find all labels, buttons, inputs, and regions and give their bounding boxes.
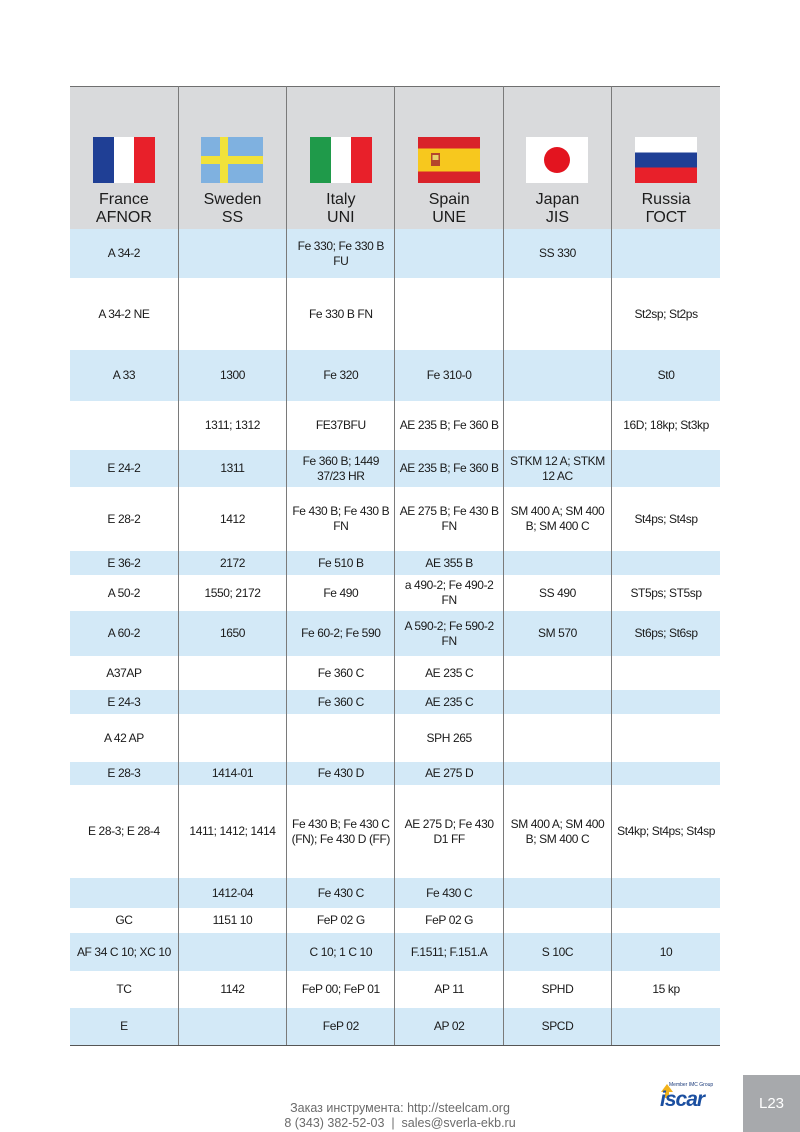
table-cell: 10 [612, 933, 720, 971]
table-cell: AP 02 [395, 1008, 503, 1045]
column-standard: AFNOR [95, 209, 152, 226]
column-country: Japan [535, 191, 580, 208]
table-cell: FeP 02 G [287, 908, 395, 933]
table-cell: SM 400 A; SM 400 B; SM 400 C [503, 487, 611, 551]
table-cell [503, 551, 611, 575]
table-cell [395, 229, 503, 278]
table-cell: S 10C [503, 933, 611, 971]
table-cell: 15 kp [612, 971, 720, 1008]
table-cell: SS 330 [503, 229, 611, 278]
flag-japan-icon [526, 137, 588, 183]
table-cell: AE 275 D; Fe 430 D1 FF [395, 785, 503, 878]
table-cell: Fe 430 B; Fe 430 C (FN); Fe 430 D (FF) [287, 785, 395, 878]
contact-footer [200, 1101, 600, 1131]
table-row [70, 878, 720, 908]
table-cell: A 42 AP [70, 714, 178, 762]
table-row [70, 785, 720, 878]
flag-italy-icon [310, 137, 372, 183]
column-standard: UNE [432, 209, 467, 226]
table-cell: AP 11 [395, 971, 503, 1008]
table-cell: E 28-3; E 28-4 [70, 785, 178, 878]
table-cell: A 34-2 [70, 229, 178, 278]
column-header-spain [395, 87, 503, 230]
table-row [70, 450, 720, 487]
table-cell: Fe 430 D [287, 762, 395, 785]
table-cell: St6ps; St6sp [612, 611, 720, 656]
column-standard: SS [221, 209, 244, 226]
table-cell: Fe 360 C [287, 656, 395, 690]
logo-wordmark: iscar [660, 1088, 705, 1111]
table-cell [612, 878, 720, 908]
table-cell [178, 656, 286, 690]
table-cell [503, 878, 611, 908]
table-cell: FeP 02 G [395, 908, 503, 933]
column-standard: JIS [545, 209, 570, 226]
table-cell: St2sp; St2ps [612, 278, 720, 350]
table-cell: FeP 02 [287, 1008, 395, 1045]
table-cell: 1412 [178, 487, 286, 551]
table-cell: 1412-04 [178, 878, 286, 908]
table-cell [503, 762, 611, 785]
table-cell: SPH 265 [395, 714, 503, 762]
table-cell: SM 400 A; SM 400 B; SM 400 C [503, 785, 611, 878]
table-cell: 1151 10 [178, 908, 286, 933]
table-cell [503, 656, 611, 690]
flag-russia-icon [635, 137, 697, 183]
steel-equivalents-table [70, 86, 720, 1046]
page-number-tab [743, 1075, 800, 1132]
table-cell [395, 278, 503, 350]
table-cell: SPCD [503, 1008, 611, 1045]
table-cell [70, 401, 178, 450]
table-cell: E [70, 1008, 178, 1045]
column-header-sweden [178, 87, 286, 230]
logo-member-text: Member IMC Group [669, 1082, 714, 1088]
table-row [70, 551, 720, 575]
footer-order-link[interactable]: Заказ инструмента: http://steelcam.org [290, 1101, 510, 1115]
table-row [70, 762, 720, 785]
table-cell: St4kp; St4ps; St4sp [612, 785, 720, 878]
column-country: Sweden [203, 191, 262, 208]
table-cell: Fe 310-0 [395, 350, 503, 401]
table-cell [503, 908, 611, 933]
table-cell [612, 450, 720, 487]
steel-equivalents-table-wrap [70, 86, 720, 1046]
table-cell: E 24-3 [70, 690, 178, 714]
table-cell [612, 1008, 720, 1045]
table-cell [612, 714, 720, 762]
table-cell: 1142 [178, 971, 286, 1008]
table-cell [503, 714, 611, 762]
table-cell: a 490-2; Fe 490-2 FN [395, 575, 503, 611]
table-cell [612, 229, 720, 278]
table-cell: SPHD [503, 971, 611, 1008]
table-cell: A37AP [70, 656, 178, 690]
table-cell: 2172 [178, 551, 286, 575]
table-row [70, 690, 720, 714]
table-cell: A 50-2 [70, 575, 178, 611]
table-row [70, 714, 720, 762]
column-standard: ГОСТ [645, 209, 687, 226]
table-row [70, 933, 720, 971]
table-cell [178, 714, 286, 762]
table-cell: A 60-2 [70, 611, 178, 656]
table-cell [503, 690, 611, 714]
table-cell [612, 656, 720, 690]
table-cell: AE 275 D [395, 762, 503, 785]
table-cell: E 28-2 [70, 487, 178, 551]
table-row [70, 908, 720, 933]
table-row [70, 575, 720, 611]
table-cell: SS 490 [503, 575, 611, 611]
table-cell [503, 401, 611, 450]
table-cell: E 24-2 [70, 450, 178, 487]
table-cell: A 34-2 NE [70, 278, 178, 350]
column-header-france [70, 87, 178, 230]
table-cell: SM 570 [503, 611, 611, 656]
table-cell: Fe 320 [287, 350, 395, 401]
table-row [70, 971, 720, 1008]
column-standard: UNI [327, 209, 355, 226]
table-cell [612, 690, 720, 714]
table-row [70, 401, 720, 450]
table-cell: E 36-2 [70, 551, 178, 575]
table-cell [503, 350, 611, 401]
table-body [70, 229, 720, 1045]
table-header-row [70, 87, 720, 230]
table-cell: AE 355 B [395, 551, 503, 575]
table-cell: AE 235 C [395, 690, 503, 714]
table-cell: Fe 330 B FN [287, 278, 395, 350]
table-cell: 1300 [178, 350, 286, 401]
column-header-japan [503, 87, 611, 230]
iscar-logo [657, 1082, 727, 1112]
column-country: Spain [428, 191, 470, 208]
flag-spain-icon [418, 137, 480, 183]
table-cell: AE 235 B; Fe 360 B [395, 401, 503, 450]
table-cell: TC [70, 971, 178, 1008]
table-cell: FE37BFU [287, 401, 395, 450]
table-row [70, 611, 720, 656]
table-cell [612, 908, 720, 933]
table-cell: A 33 [70, 350, 178, 401]
table-cell: ST5ps; ST5sp [612, 575, 720, 611]
table-cell [178, 278, 286, 350]
table-cell: St0 [612, 350, 720, 401]
table-cell [503, 278, 611, 350]
table-cell [287, 714, 395, 762]
table-cell [70, 878, 178, 908]
table-cell: Fe 430 C [287, 878, 395, 908]
table-cell: AE 235 B; Fe 360 B [395, 450, 503, 487]
table-cell: 16D; 18kp; St3kp [612, 401, 720, 450]
table-cell: Fe 360 B; 1449 37/23 HR [287, 450, 395, 487]
table-cell [612, 762, 720, 785]
flag-france-icon [93, 137, 155, 183]
table-row [70, 350, 720, 401]
table-cell [178, 229, 286, 278]
table-cell: 1311; 1312 [178, 401, 286, 450]
table-row [70, 656, 720, 690]
column-header-italy [287, 87, 395, 230]
table-cell: Fe 490 [287, 575, 395, 611]
footer-contacts: 8 (343) 382-52-03 | sales@sverla-ekb.ru [284, 1116, 516, 1130]
table-cell: 1650 [178, 611, 286, 656]
table-cell: Fe 430 C [395, 878, 503, 908]
table-cell [178, 1008, 286, 1045]
table-cell: 1311 [178, 450, 286, 487]
column-header-russia [612, 87, 720, 230]
table-row [70, 487, 720, 551]
table-cell: F.1511; F.151.A [395, 933, 503, 971]
table-row [70, 229, 720, 278]
table-cell: Fe 360 C [287, 690, 395, 714]
table-cell: AE 235 C [395, 656, 503, 690]
table-cell: Fe 60-2; Fe 590 [287, 611, 395, 656]
table-cell: FeP 00; FeP 01 [287, 971, 395, 1008]
table-row [70, 1008, 720, 1045]
table-cell: AE 275 B; Fe 430 B FN [395, 487, 503, 551]
table-cell: Fe 330; Fe 330 B FU [287, 229, 395, 278]
table-cell: 1411; 1412; 1414 [178, 785, 286, 878]
table-cell: St4ps; St4sp [612, 487, 720, 551]
column-country: Russia [641, 191, 691, 208]
table-cell: 1550; 2172 [178, 575, 286, 611]
page-number: L23 [758, 1095, 785, 1112]
table-row [70, 278, 720, 350]
table-cell [612, 551, 720, 575]
table-cell: E 28-3 [70, 762, 178, 785]
flag-sweden-icon [201, 137, 263, 183]
table-cell: GC [70, 908, 178, 933]
table-cell: STKM 12 A; STKM 12 AC [503, 450, 611, 487]
table-cell: Fe 430 B; Fe 430 B FN [287, 487, 395, 551]
table-cell: 1414-01 [178, 762, 286, 785]
table-cell [178, 933, 286, 971]
column-country: France [99, 191, 149, 208]
table-cell: C 10; 1 C 10 [287, 933, 395, 971]
table-cell [178, 690, 286, 714]
table-cell: A 590-2; Fe 590-2 FN [395, 611, 503, 656]
table-cell: AF 34 C 10; XC 10 [70, 933, 178, 971]
column-country: Italy [326, 191, 356, 208]
table-cell: Fe 510 B [287, 551, 395, 575]
